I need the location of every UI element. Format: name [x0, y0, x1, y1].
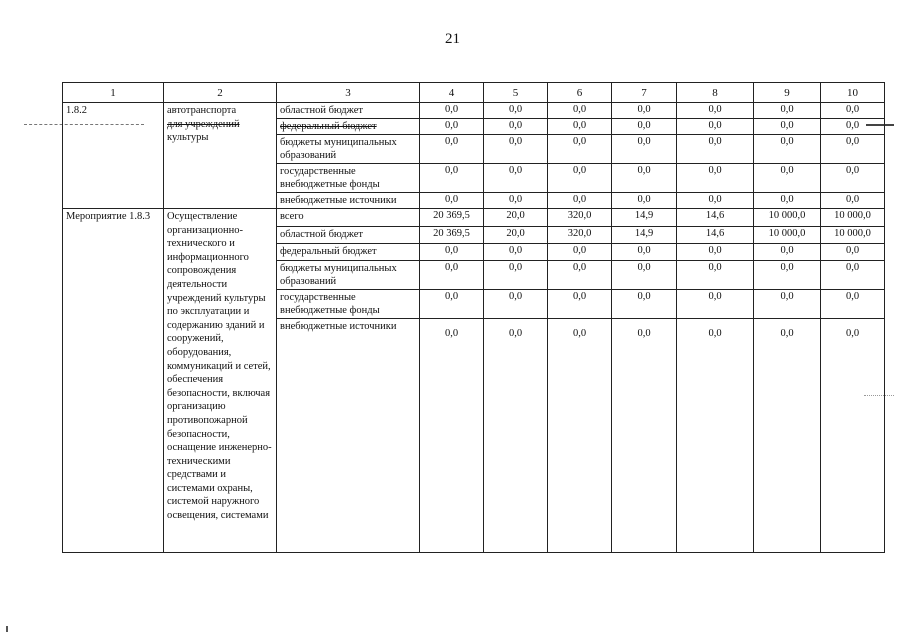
value-cell: 0,0: [754, 164, 821, 193]
value-cell: 0,0: [484, 135, 548, 164]
funding-source: областной бюджет: [277, 103, 420, 119]
scan-artifact-corner: [6, 626, 8, 632]
funding-source: государственные внебюджетные фонды: [277, 290, 420, 319]
value-cell: 0,0: [484, 193, 548, 209]
value-cell: 0,0: [548, 290, 612, 319]
page-number: 21: [445, 31, 460, 47]
value-cell: 14,6: [677, 209, 754, 227]
funding-source: бюджеты муниципальных образований: [277, 135, 420, 164]
value-cell: 0,0: [821, 261, 885, 290]
value-cell: 0,0: [420, 164, 484, 193]
value-cell: 0,0: [612, 244, 677, 261]
value-cell: 0,0: [484, 261, 548, 290]
value-cell: 0,0: [821, 244, 885, 261]
value-cell: 10 000,0: [754, 227, 821, 244]
measure-code: Мероприятие 1.8.3: [63, 209, 164, 553]
value-cell: 0,0: [821, 103, 885, 119]
value-cell: 0,0: [420, 290, 484, 319]
funding-source: внебюджетные источники: [277, 319, 420, 553]
value-cell: 0,0: [754, 103, 821, 119]
value-cell: 0,0: [677, 119, 754, 135]
value-cell: 0,0: [754, 135, 821, 164]
column-header: 7: [612, 83, 677, 103]
value-cell: 0,0: [612, 290, 677, 319]
value-cell: 20 369,5: [420, 209, 484, 227]
value-cell: 0,0: [612, 135, 677, 164]
value-cell: 0,0: [612, 119, 677, 135]
value-cell: 0,0: [420, 193, 484, 209]
value-cell: 0,0: [612, 319, 677, 553]
value-cell: 0,0: [420, 244, 484, 261]
value-cell: 0,0: [484, 164, 548, 193]
description-line: автотранспорта: [167, 105, 237, 116]
value-cell: 0,0: [420, 119, 484, 135]
column-header: 6: [548, 83, 612, 103]
value-cell: 0,0: [484, 319, 548, 553]
column-header: 9: [754, 83, 821, 103]
funding-source: федеральный бюджет: [277, 244, 420, 261]
table-row: [63, 103, 885, 119]
funding-source: внебюджетные источники: [277, 193, 420, 209]
value-cell: 0,0: [612, 193, 677, 209]
value-cell: 0,0: [754, 193, 821, 209]
value-cell: 0,0: [677, 193, 754, 209]
value-cell: 0,0: [548, 244, 612, 261]
measure-code: 1.8.2: [63, 103, 164, 209]
measure-description: Осуществление организационно-технического и информационного сопровождения деятельности учреждений культуры по эксплуатации и содержанию зданий и сооружений, оборудования, коммуникаций и сетей, обеспечения безопасности, включая организацию противопожарной безопасности, оснащение инженерно-техническими средствами и системами охраны, системой наружного освещения, системами: [164, 209, 277, 553]
value-cell: 14,6: [677, 227, 754, 244]
value-cell: 0,0: [484, 290, 548, 319]
value-cell: 0,0: [821, 135, 885, 164]
value-cell: 10 000,0: [754, 209, 821, 227]
value-cell: 20,0: [484, 227, 548, 244]
value-cell: 0,0: [821, 290, 885, 319]
value-cell: 0,0: [548, 193, 612, 209]
value-cell: 0,0: [754, 290, 821, 319]
value-cell: 0,0: [548, 164, 612, 193]
value-cell: 0,0: [754, 261, 821, 290]
funding-source: федеральный бюджет: [277, 119, 420, 135]
funding-source: государственные внебюджетные фонды: [277, 164, 420, 193]
column-header: 1: [63, 83, 164, 103]
value-cell: 20 369,5: [420, 227, 484, 244]
value-cell: 0,0: [821, 193, 885, 209]
budget-table: [62, 82, 885, 553]
description-line: для учреждений: [167, 118, 240, 130]
value-cell: 0,0: [612, 164, 677, 193]
value-cell: 0,0: [548, 119, 612, 135]
column-header: 10: [821, 83, 885, 103]
column-header: 2: [164, 83, 277, 103]
value-cell: 0,0: [677, 164, 754, 193]
value-cell: 0,0: [754, 319, 821, 553]
value-cell: 0,0: [548, 319, 612, 553]
value-cell: 0,0: [612, 261, 677, 290]
value-cell: 0,0: [420, 135, 484, 164]
description-line: культуры: [167, 132, 209, 144]
value-cell: 0,0: [677, 261, 754, 290]
value-cell: 0,0: [484, 244, 548, 261]
value-cell: 0,0: [612, 103, 677, 119]
value-cell: 0,0: [754, 244, 821, 261]
funding-source: бюджеты муниципальных образований: [277, 261, 420, 290]
value-cell: 320,0: [548, 227, 612, 244]
value-cell: 0,0: [677, 103, 754, 119]
value-cell: 0,0: [548, 261, 612, 290]
value-cell: 10 000,0: [821, 227, 885, 244]
value-cell: 0,0: [677, 135, 754, 164]
value-cell: 0,0: [821, 319, 885, 553]
value-cell: 14,9: [612, 209, 677, 227]
value-cell: 320,0: [548, 209, 612, 227]
header-row: [63, 83, 885, 103]
value-cell: 0,0: [548, 135, 612, 164]
column-header: 5: [484, 83, 548, 103]
value-cell: 0,0: [677, 319, 754, 553]
value-cell: 14,9: [612, 227, 677, 244]
measure-description: [164, 103, 277, 209]
column-header: 3: [277, 83, 420, 103]
value-cell: 0,0: [754, 119, 821, 135]
value-cell: 0,0: [821, 164, 885, 193]
value-cell: 0,0: [677, 244, 754, 261]
funding-source: всего: [277, 209, 420, 227]
value-cell: 0,0: [420, 319, 484, 553]
column-header: 8: [677, 83, 754, 103]
value-cell: 0,0: [484, 119, 548, 135]
table-row: [63, 209, 885, 227]
value-cell: 0,0: [484, 103, 548, 119]
funding-source: областной бюджет: [277, 227, 420, 244]
column-header: 4: [420, 83, 484, 103]
value-cell: 0,0: [420, 261, 484, 290]
value-cell: 10 000,0: [821, 209, 885, 227]
value-cell: 0,0: [821, 119, 885, 135]
value-cell: 0,0: [420, 103, 484, 119]
value-cell: 0,0: [677, 290, 754, 319]
value-cell: 0,0: [548, 103, 612, 119]
value-cell: 20,0: [484, 209, 548, 227]
